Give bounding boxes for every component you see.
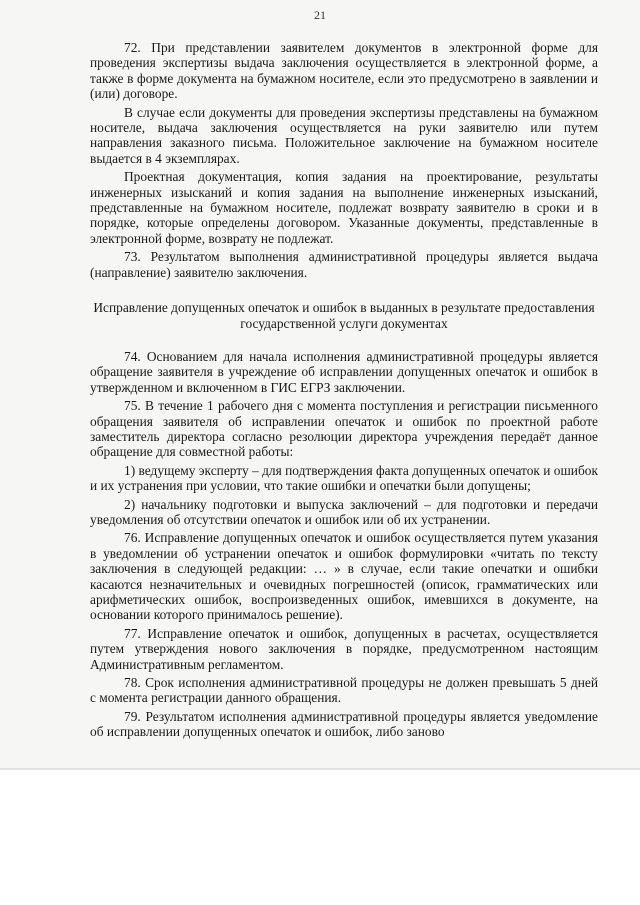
paragraph-75: 75. В течение 1 рабочего дня с момента поступления и регистрации письменного обращения заявителя об исправлении опечаток и ошибок по проектной работе заместитель директора согласно резолюции директора учреждения передаёт данное обращение для совместной работы:	[90, 398, 598, 460]
paragraph-74: 74. Основанием для начала исполнения административной процедуры является обращение заявителя в учреждение об исправлении допущенных опечаток и ошибок в утвержденном и включенном в ГИС ЕГРЗ заключении.	[90, 348, 598, 395]
page-number: 21	[314, 8, 326, 22]
section-heading: Исправление допущенных опечаток и ошибок в выданных в результате предоставления государственной услуги документах	[93, 300, 595, 331]
paragraph-documentation-return: Проектная документация, копия задания на проектирование, результаты инженерных изысканий и копия задания на выполнение инженерных изысканий, представленные на бумажном носителе, подлежат возврату заявителю в сроки и в порядке, которые определены договором. Указанные документы, представленные в электронной форме, возврату не подлежат.	[90, 169, 598, 246]
document-body	[90, 40, 598, 740]
paragraph-78: 78. Срок исполнения административной процедуры не должен превышать 5 дней с момента регистрации данного обращения.	[90, 675, 598, 706]
scan-bottom-edge	[0, 768, 640, 770]
paragraph-paper-delivery: В случае если документы для проведения экспертизы представлены на бумажном носителе, выдача заключения осуществляется на руки заявителю или путем направления заказного письма. Положительное заключение на бумажном носителе выдается в 4 экземплярах.	[90, 104, 598, 166]
paragraph-77: 77. Исправление опечаток и ошибок, допущенных в расчетах, осуществляется путем утверждения нового заключения в порядке, предусмотренном настоящим Административным регламентом.	[90, 625, 598, 672]
paragraph-76: 76. Исправление допущенных опечаток и ошибок осуществляется путем указания в уведомлении об устранении опечаток и ошибок формулировки «читать по тексту заключения в следующей редакции: … » в случае, если такие опечатки и ошибки касаются незначительных и очевидных погрешностей (описок, грамматических или арифметических ошибок, воспроизведенных ошибок, имевшихся в документе, на основании которого принималось решение).	[90, 530, 598, 623]
list-item-2: 2) начальнику подготовки и выпуска заключений – для подготовки и передачи уведомления об отсутствии опечаток и ошибок или об их устранении.	[90, 496, 598, 527]
paragraph-72: 72. При представлении заявителем документов в электронной форме для проведения экспертизы выдача заключения осуществляется в электронной форме, а также в форме документа на бумажном носителе, если это предусмотрено в заявлении и (или) договоре.	[90, 40, 598, 102]
paragraph-79: 79. Результатом исполнения административной процедуры является уведомление об исправлении допущенных опечаток и ошибок, либо заново	[90, 708, 598, 740]
list-item-1: 1) ведущему эксперту – для подтверждения факта допущенных опечаток и ошибок и их устранения при условии, что такие ошибки и опечатки были допущены;	[90, 462, 598, 494]
paragraph-73: 73. Результатом выполнения административной процедуры является выдача (направление) заявителю заключения.	[90, 249, 598, 280]
